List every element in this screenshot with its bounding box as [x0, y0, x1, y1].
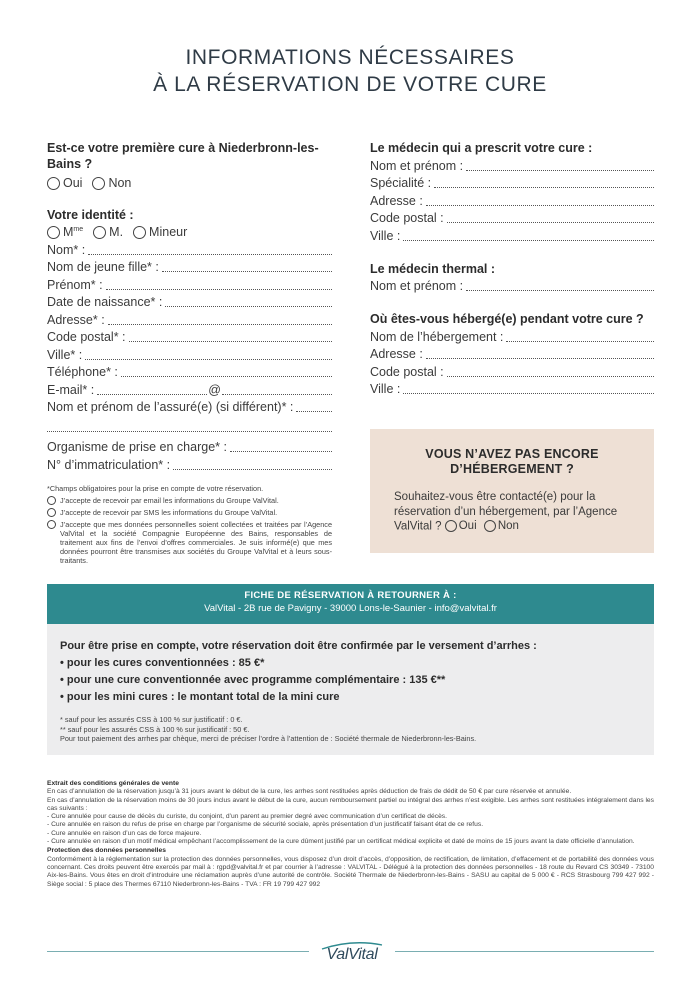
radio-circle-icon[interactable] — [133, 226, 146, 239]
field-code-postal[interactable] — [47, 328, 332, 346]
thermal-doctor-nom[interactable] — [370, 277, 654, 295]
input-line[interactable] — [85, 349, 332, 360]
field-telephone[interactable] — [47, 363, 332, 381]
prescriber-adresse[interactable] — [370, 191, 654, 209]
prescriber-ville[interactable] — [370, 226, 654, 244]
footer-divider-right — [395, 951, 654, 952]
first-cure-no-label: Non — [108, 176, 132, 190]
field-adresse[interactable] — [47, 310, 332, 328]
option-m-label: M. — [109, 225, 124, 239]
title-line-1: INFORMATIONS NÉCESSAIRES — [185, 46, 515, 69]
no-lodging-box — [370, 429, 654, 553]
valvital-logo — [316, 937, 388, 967]
input-line[interactable] — [403, 230, 654, 241]
deposit-note: ** sauf pour les assurés CSS à 100 % sur justificatif : 50 €. — [60, 724, 250, 734]
consent-sms-label: J’accepte de recevoir par SMS les informations du Groupe ValVital. — [60, 507, 278, 517]
field-ville[interactable] — [47, 345, 332, 363]
field-label: Code postal* : — [47, 330, 126, 344]
field-label: Ville : — [370, 228, 401, 243]
field-assure[interactable] — [47, 398, 332, 416]
terms-line: - Cure annulée en raison d’un cas de force majeure. — [47, 829, 202, 837]
no-lodging-no-label: Non — [497, 520, 519, 532]
return-banner — [47, 584, 654, 624]
deposit-item: • pour les mini cures : le montant total de la mini cure — [60, 691, 340, 703]
privacy-text: Conformément à la réglementation sur la protection des données personnelles, vous disposez d’un droit d’accès, d’opposition, de rectification, de limitation, d’effacement et de portabilité des données vous concernant. Ces droits peuvent être exercés par mail à : rgpd@valvital.fr et par courrier à l’adresse : VALVITAL - Délégué à la protection des données personnelles - 18 route du Revard CS 30349 - 73100 Aix-les-Bains. Vous êtes en droit d’introduire une réclamation auprès d’une autorité de contrôle. Société Thermale de Niederbronn-les-Bains - SASU au capital de 5 000 € - RCS Strasbourg 799 427 992 - Siège social : 5 place des Thermes 67110 Niederbronn-les-Bains - TVA : FR 19 799 427 992 — [47, 855, 654, 888]
checkbox-circle-icon[interactable] — [47, 496, 56, 505]
lodging-adresse[interactable] — [370, 345, 654, 363]
consent-email[interactable] — [47, 496, 332, 505]
input-line[interactable] — [466, 280, 654, 291]
no-lodging-heading-line2: D’HÉBERGEMENT ? — [450, 462, 574, 476]
field-label: Nom et prénom : — [370, 158, 464, 173]
option-m[interactable] — [93, 225, 123, 239]
field-label: Organisme de prise en charge* : — [47, 440, 227, 454]
title-line-2: À LA RÉSERVATION DE VOTRE CURE — [153, 73, 547, 96]
field-email[interactable] — [47, 380, 332, 398]
input-line[interactable] — [129, 331, 332, 342]
input-line[interactable] — [162, 261, 332, 272]
input-line[interactable] — [88, 244, 332, 255]
first-cure-no[interactable] — [92, 176, 131, 190]
radio-circle-icon[interactable] — [47, 226, 60, 239]
terms-line: En cas d’annulation de la réservation moins de 30 jours inclus avant le début de la cure, aucun remboursement partiel ou intégral des arrhes n’est exigible. Les arrhes sont restituées intégralement dans les cas suivants : — [47, 796, 654, 812]
field-label: Spécialité : — [370, 176, 432, 190]
terms-heading: Extrait des conditions générales de vente — [47, 780, 179, 787]
checkbox-circle-icon[interactable] — [47, 520, 56, 529]
consent-email-label: J’accepte de recevoir par email les informations du Groupe ValVital. — [60, 495, 279, 505]
first-cure-question: Est-ce votre première cure à Niederbronn-les-Bains ? — [47, 141, 319, 171]
no-lodging-heading — [394, 447, 630, 477]
input-line[interactable] — [447, 366, 654, 377]
input-line[interactable] — [296, 401, 332, 412]
logo-text: ValVital — [326, 946, 378, 963]
input-line[interactable] — [434, 177, 654, 188]
option-mme[interactable] — [47, 225, 83, 239]
left-column — [47, 140, 332, 565]
no-lodging-no[interactable] — [484, 519, 519, 534]
terms-line: - Cure annulée en raison du refus de prise en charge par l’organisme de sécurité sociale, après présentation d’un justificatif faisant état de ce refus. — [47, 821, 484, 829]
input-line[interactable] — [106, 279, 332, 290]
field-label: Adresse : — [370, 193, 423, 208]
input-line[interactable] — [447, 212, 654, 223]
field-label: Adresse* : — [47, 312, 105, 327]
prescriber-heading: Le médecin qui a prescrit votre cure : — [370, 141, 593, 155]
radio-circle-icon[interactable] — [92, 177, 105, 190]
field-prenom[interactable] — [47, 275, 332, 293]
consent-sms[interactable] — [47, 508, 332, 517]
field-label: Nom* : — [47, 242, 86, 257]
identity-heading: Votre identité : — [47, 208, 134, 222]
required-note: *Champs obligatoires pour la prise en compte de votre réservation. — [47, 483, 264, 493]
option-minor-label: Mineur — [149, 225, 188, 239]
no-lodging-text — [394, 490, 630, 534]
page-title — [0, 44, 700, 98]
radio-circle-icon[interactable] — [484, 520, 496, 532]
no-lodging-question: Souhaitez-vous être contacté(e) pour la réservation d’un hébergement, par l’Agence ValVital ? — [394, 491, 618, 533]
identity-options — [47, 225, 332, 239]
terms-line: - Cure annulée en raison d’un motif médical empêchant l’accomplissement de la cure dûment justifié par un certificat médical explicite et daté de moins de 15 jours avant la date officielle d’annulation. — [47, 838, 635, 846]
deposit-note: * sauf pour les assurés CSS à 100 % sur justificatif : 0 €. — [60, 715, 243, 724]
prescriber-code-postal[interactable] — [370, 209, 654, 227]
deposit-note: Pour tout paiement des arrhes par chèque, merci de préciser l’ordre à l’attention de : Société thermale de Niederbronn-les-Bains. — [60, 734, 477, 743]
no-lodging-yes[interactable] — [445, 519, 477, 534]
field-label: Nom et prénom de l’assuré(e) (si différent)* : — [47, 400, 294, 414]
first-cure-yes[interactable] — [47, 176, 82, 190]
no-lodging-yes-label: Oui — [458, 520, 477, 532]
field-label: Ville : — [370, 382, 401, 396]
prescriber-specialite[interactable] — [370, 174, 654, 192]
input-line[interactable] — [47, 421, 332, 432]
return-heading: FICHE DE RÉSERVATION À RETOURNER À : — [244, 590, 457, 601]
input-line[interactable] — [506, 331, 654, 342]
option-minor[interactable] — [133, 225, 187, 239]
field-label: N° d’immatriculation* : — [47, 457, 171, 472]
field-immatriculation[interactable] — [47, 455, 332, 473]
email-at-sign: @ — [208, 382, 221, 397]
field-label: Ville* : — [47, 347, 83, 362]
field-label: E-mail* : — [47, 382, 95, 397]
terms-section — [47, 780, 654, 889]
lodging-nom[interactable] — [370, 327, 654, 345]
footer-divider-left — [47, 951, 309, 952]
option-mme-label: $M^{me}$ — [63, 225, 84, 239]
field-label: Code postal : — [370, 211, 444, 225]
field-nom[interactable] — [47, 240, 332, 258]
thermal-doctor-heading: Le médecin thermal : — [370, 261, 496, 276]
input-line[interactable] — [426, 348, 654, 359]
field-organisme[interactable] — [47, 438, 332, 456]
field-assure-line2[interactable] — [47, 417, 332, 435]
deposit-box — [47, 624, 654, 755]
radio-circle-icon[interactable] — [445, 520, 457, 532]
consent-data[interactable] — [47, 520, 332, 565]
input-line[interactable] — [173, 459, 332, 470]
no-lodging-heading-line1: VOUS N’AVEZ PAS ENCORE — [425, 447, 599, 461]
input-line[interactable] — [230, 441, 332, 452]
right-column — [370, 140, 654, 397]
lodging-heading: Où êtes-vous hébergé(e) pendant votre cure ? — [370, 312, 644, 326]
field-label: Nom de l’hébergement : — [370, 329, 504, 344]
field-date-naissance[interactable] — [47, 293, 332, 311]
input-line[interactable] — [222, 384, 332, 395]
input-line[interactable] — [403, 383, 654, 394]
input-line[interactable] — [165, 296, 332, 307]
field-label: Date de naissance* : — [47, 295, 163, 309]
field-label: Prénom* : — [47, 277, 103, 292]
field-nom-jeune-fille[interactable] — [47, 258, 332, 276]
input-line[interactable] — [108, 314, 332, 325]
field-label: Nom et prénom : — [370, 279, 464, 293]
lodging-ville[interactable] — [370, 380, 654, 398]
consent-data-label: J’accepte que mes données personnelles soient collectées et traitées par l’Agence ValVital et la société Compagnie Européenne des Bains, responsables de traitement aux fins de l’envoi d’offres commerciales. Je suis informé(e) que mes données pourront être transmises aux sociétés du Groupe ValVital et à leurs sous-traitants. — [60, 519, 332, 565]
deposit-intro: Pour être prise en compte, votre réservation doit être confirmée par le versement d’arrhes : — [60, 640, 537, 652]
radio-circle-icon[interactable] — [47, 177, 60, 190]
first-cure-yes-label: Oui — [63, 176, 83, 190]
terms-line: - Cure annulée pour cause de décès du curiste, du conjoint, d’un parent au premier degré avec communication d’un certificat de décès. — [47, 813, 447, 821]
prescriber-nom[interactable] — [370, 156, 654, 174]
terms-line: En cas d’annulation de la réservation jusqu’à 31 jours avant le début de la cure, les arrhes sont restituées après déduction de frais de dédit de 50 € par cure réservée et annulée. — [47, 788, 572, 796]
privacy-heading: Protection des données personnelles — [47, 847, 166, 855]
return-address: ValVital - 2B rue de Pavigny - 39000 Lons-le-Saunier - info@valvital.fr — [204, 603, 497, 614]
input-line[interactable] — [97, 384, 207, 395]
radio-circle-icon[interactable] — [93, 226, 106, 239]
input-line[interactable] — [426, 195, 654, 206]
deposit-item: • pour les cures conventionnées : 85 €* — [60, 657, 265, 669]
lodging-code-postal[interactable] — [370, 362, 654, 380]
input-line[interactable] — [121, 366, 332, 377]
field-label: Adresse : — [370, 347, 423, 361]
field-label: Code postal : — [370, 364, 444, 379]
field-label: Nom de jeune fille* : — [47, 260, 159, 274]
input-line[interactable] — [466, 160, 654, 171]
deposit-item: • pour une cure conventionnée avec programme complémentaire : 135 €** — [60, 674, 446, 686]
field-label: Téléphone* : — [47, 365, 118, 379]
checkbox-circle-icon[interactable] — [47, 508, 56, 517]
first-cure-options — [47, 176, 332, 190]
